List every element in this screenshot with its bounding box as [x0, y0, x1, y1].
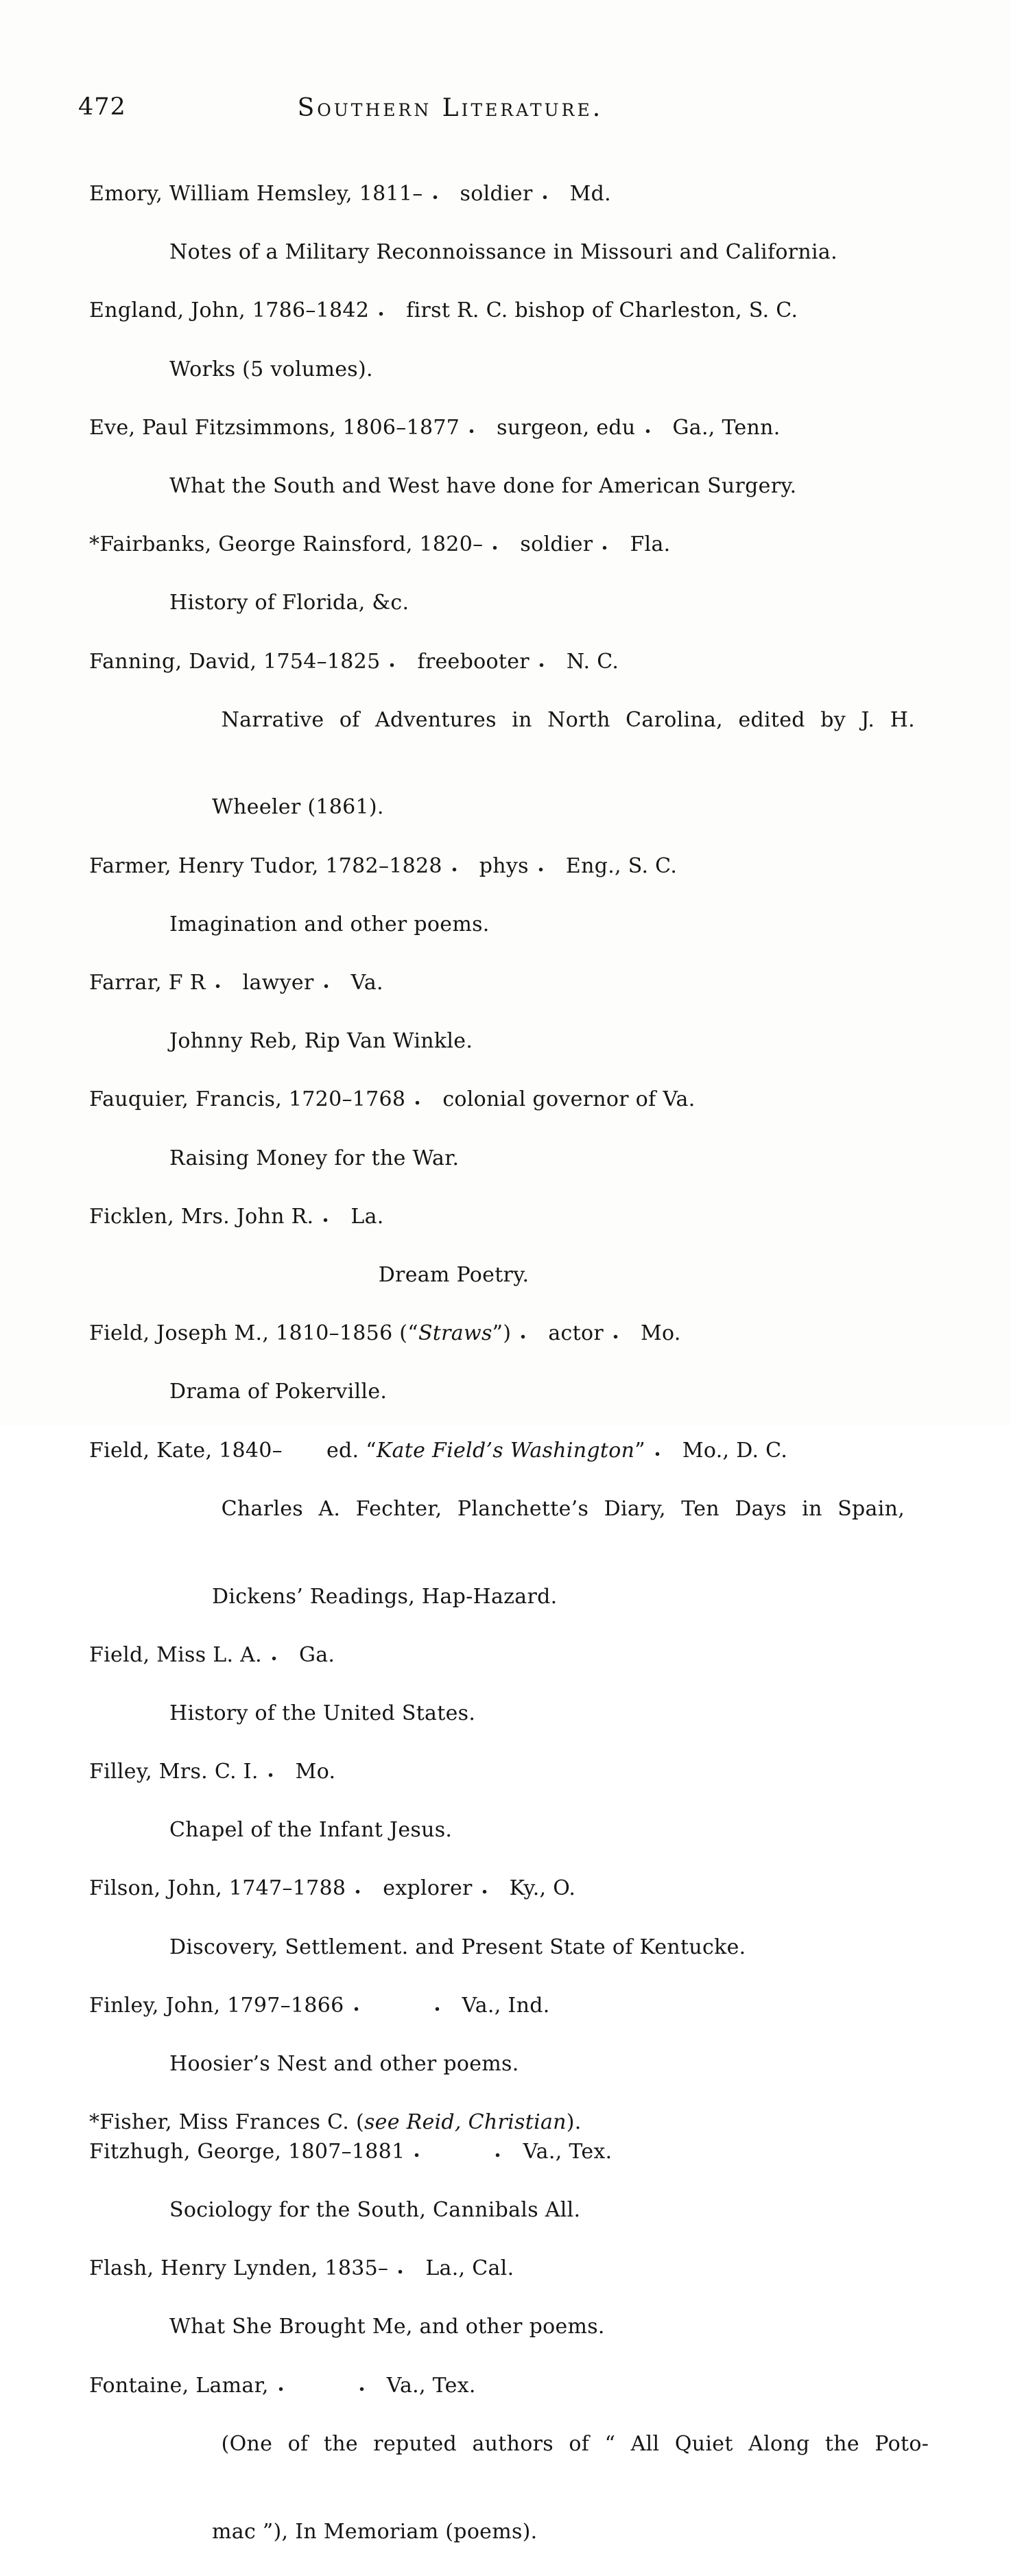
- work-title: History of Florida, &c.: [169, 591, 409, 615]
- work-line: [89, 1787, 860, 1875]
- entry-line: [89, 852, 860, 882]
- leader-dots: [434, 2006, 453, 2012]
- work-title: mac ”), In Memoriam (poems).: [212, 2519, 538, 2544]
- entry-name: Fontaine, Lamar,: [89, 2373, 269, 2398]
- entry-name: Field, Kate, 1840–: [89, 1438, 283, 1463]
- leader-dots: [271, 1655, 290, 1662]
- entry-place: Ky., O.: [509, 1876, 576, 1901]
- leader-dots: [378, 311, 397, 317]
- work-title: What the South and West have done for American Surgery.: [169, 473, 797, 498]
- page-header: [78, 93, 860, 129]
- work-title: Imagination and other poems.: [169, 912, 490, 936]
- entry-editor-note: ”: [634, 1438, 645, 1463]
- work-line: [89, 881, 860, 969]
- entry-name: ”): [492, 1321, 512, 1346]
- leader-dots: [492, 545, 511, 551]
- entry-place: Mo., D. C.: [682, 1438, 788, 1463]
- work-line: [89, 2488, 860, 2576]
- work-line: [89, 1553, 860, 1641]
- entry-name: Eve, Paul Fitzsimmons, 1806–1877: [89, 415, 460, 440]
- leader-dots: [542, 194, 561, 200]
- entry-name: Flash, Henry Lynden, 1835–: [89, 2256, 389, 2281]
- work-title: Wheeler (1861).: [212, 795, 384, 820]
- entry-occupation: phys: [479, 853, 529, 878]
- work-line: [89, 764, 860, 852]
- leader-dots: [468, 428, 488, 434]
- entry-line: [89, 530, 860, 560]
- leader-dots: [645, 428, 664, 434]
- leader-dots: [359, 2386, 378, 2392]
- entry-occupation: explorer: [383, 1876, 473, 1901]
- work-title: Chapel of the Infant Jesus.: [169, 1818, 453, 1843]
- work-line: [89, 2020, 860, 2108]
- entry-name: Fanning, David, 1754–1825: [89, 649, 381, 674]
- work-title: Raising Money for the War.: [169, 1146, 460, 1170]
- entry-line: [89, 180, 860, 209]
- entry-line: [89, 1641, 860, 1670]
- work-line: [89, 326, 860, 414]
- leader-dots: [414, 2152, 433, 2158]
- entry-place: Va., Tex.: [386, 2373, 476, 2398]
- entry-name: Filley, Mrs. C. I.: [89, 1760, 259, 1784]
- entry-place: Mo.: [295, 1760, 336, 1784]
- entry-line: [89, 1085, 860, 1115]
- entry-place: N. C.: [566, 649, 619, 674]
- entry-line: [89, 969, 860, 998]
- leader-dots: [495, 2152, 514, 2158]
- leader-dots: [481, 1889, 501, 1895]
- entry-occupation: soldier: [520, 532, 593, 557]
- entry-line: [89, 2254, 860, 2284]
- work-title: Dream Poetry.: [378, 1262, 530, 1287]
- entry-name: Finley, John, 1797–1866: [89, 1993, 344, 2018]
- entry-line: [89, 1992, 860, 2021]
- entry-name: England, John, 1786–1842: [89, 298, 370, 323]
- leader-dots: [654, 1451, 674, 1457]
- work-line: [89, 442, 860, 530]
- leader-dots: [538, 866, 557, 873]
- leader-dots: [355, 1889, 374, 1895]
- work-line: [89, 2284, 860, 2372]
- leader-dots: [538, 662, 558, 668]
- entry-occupation: surgeon, edu: [497, 415, 636, 440]
- work-line: [89, 560, 860, 648]
- work-title: Drama of Pokerville.: [169, 1380, 388, 1404]
- page-number: 472: [78, 93, 126, 121]
- leader-dots: [353, 2006, 372, 2012]
- leader-dots: [414, 1100, 433, 1106]
- entry-line: [89, 1758, 860, 1787]
- work-title: Discovery, Settlement. and Present State of Kentucke.: [169, 1935, 746, 1959]
- entry-name: Fauquier, Francis, 1720–1768: [89, 1087, 406, 1112]
- entry-line: [89, 2138, 860, 2167]
- entry-name: *Fairbanks, George Rainsford, 1820–: [89, 532, 484, 557]
- entry-list: [89, 180, 929, 2576]
- entry-place: Ga.: [298, 1642, 335, 1667]
- entry-name: Farmer, Henry Tudor, 1782–1828: [89, 853, 442, 878]
- entry-occupation-place: colonial governor of Va.: [442, 1087, 695, 1112]
- entry-line: [89, 648, 860, 677]
- entry-name: Fitzhugh, George, 1807–1881: [89, 2139, 405, 2164]
- entry-place: Fla.: [630, 532, 671, 557]
- page-title: Southern Literature.: [297, 94, 604, 122]
- work-line: [89, 209, 860, 297]
- entry-occupation: freebooter: [417, 649, 530, 674]
- entry-occupation: actor: [548, 1321, 604, 1346]
- entry-line: [89, 296, 860, 326]
- entry-name: ).: [566, 2110, 582, 2135]
- entry-place: La., Cal.: [425, 2256, 514, 2281]
- work-title: Dickens’ Readings, Hap-Hazard.: [212, 1584, 558, 1609]
- entry-cross-reference: see Reid, Christian: [364, 2110, 567, 2135]
- entry-place: Mo.: [640, 1321, 681, 1346]
- entry-line: [89, 2108, 860, 2138]
- leader-dots: [432, 194, 451, 200]
- entry-name: Ficklen, Mrs. John R.: [89, 1204, 314, 1229]
- work-title: History of the United States.: [169, 1701, 476, 1725]
- entry-name: Field, Miss L. A.: [89, 1642, 262, 1667]
- leader-dots: [323, 983, 342, 989]
- work-line: [89, 2166, 860, 2254]
- entry-name-italic: Straws: [418, 1321, 492, 1346]
- leader-dots: [451, 866, 471, 873]
- entry-name: Farrar, F R: [89, 971, 206, 995]
- entry-name: Emory, William Hemsley, 1811–: [89, 182, 423, 206]
- leader-dots: [278, 2386, 297, 2392]
- entry-place: Eng., S. C.: [565, 853, 678, 878]
- entry-occupation: lawyer: [242, 971, 314, 995]
- entry-place: Va., Tex.: [523, 2139, 612, 2164]
- entry-place: Va.: [350, 971, 383, 995]
- leader-dots: [389, 662, 408, 668]
- work-line: [89, 1115, 860, 1203]
- leader-dots: [602, 545, 621, 551]
- work-line: [89, 1465, 905, 1553]
- work-title: Notes of a Military Reconnoissance in Missouri and California.: [169, 240, 837, 265]
- work-line: [89, 1349, 860, 1437]
- work-title: Sociology for the South, Cannibals All.: [169, 2197, 581, 2222]
- entry-occupation: soldier: [460, 182, 533, 206]
- entry-work-italic: Kate Field’s Washington: [376, 1438, 635, 1463]
- leader-dots: [520, 1334, 539, 1340]
- entry-occupation-place: first R. C. bishop of Charleston, S. C.: [406, 298, 798, 323]
- work-title: Hoosier’s Nest and other poems.: [169, 2052, 519, 2076]
- work-line: [89, 676, 916, 764]
- leader-dots: [612, 1334, 632, 1340]
- entry-editor-note: ed. “: [326, 1438, 377, 1463]
- entry-line: [89, 414, 860, 443]
- entry-place: Ga., Tenn.: [672, 415, 781, 440]
- entry-line: [89, 1437, 860, 1466]
- entry-place: Md.: [569, 182, 611, 206]
- entry-line: [89, 2372, 860, 2401]
- work-title: Works (5 volumes).: [169, 357, 373, 381]
- entry-line: [89, 1203, 860, 1232]
- entry-line: [89, 1319, 860, 1349]
- entry-name: Filson, John, 1747–1788: [89, 1876, 346, 1901]
- entry-name: Field, Joseph M., 1810–1856 (“: [89, 1321, 418, 1346]
- work-title: Charles A. Fechter, Planchette’s Diary, Ten Days in Spain,: [221, 1496, 905, 1521]
- entry-place: La.: [350, 1204, 384, 1229]
- entry-place: Va., Ind.: [462, 1993, 550, 2018]
- entry-line: [89, 1874, 860, 1904]
- work-line: [89, 1904, 860, 1992]
- work-line: [89, 1670, 860, 1758]
- entry-name: *Fisher, Miss Frances C. (: [89, 2110, 364, 2135]
- work-title: Johnny Reb, Rip Van Winkle.: [169, 1029, 473, 1054]
- leader-dots: [267, 1772, 287, 1778]
- work-line: [89, 2400, 929, 2488]
- work-line: [89, 998, 860, 1086]
- leader-dots: [397, 2269, 416, 2275]
- work-line: [89, 1231, 860, 1319]
- work-title: (One of the reputed authors of “ All Quiet Along the Poto-: [221, 2431, 929, 2456]
- leader-dots: [215, 983, 234, 989]
- work-title: Narrative of Adventures in North Carolina, edited by J. H.: [221, 707, 916, 732]
- leader-dots: [322, 1217, 342, 1223]
- work-title: What She Brought Me, and other poems.: [169, 2315, 605, 2339]
